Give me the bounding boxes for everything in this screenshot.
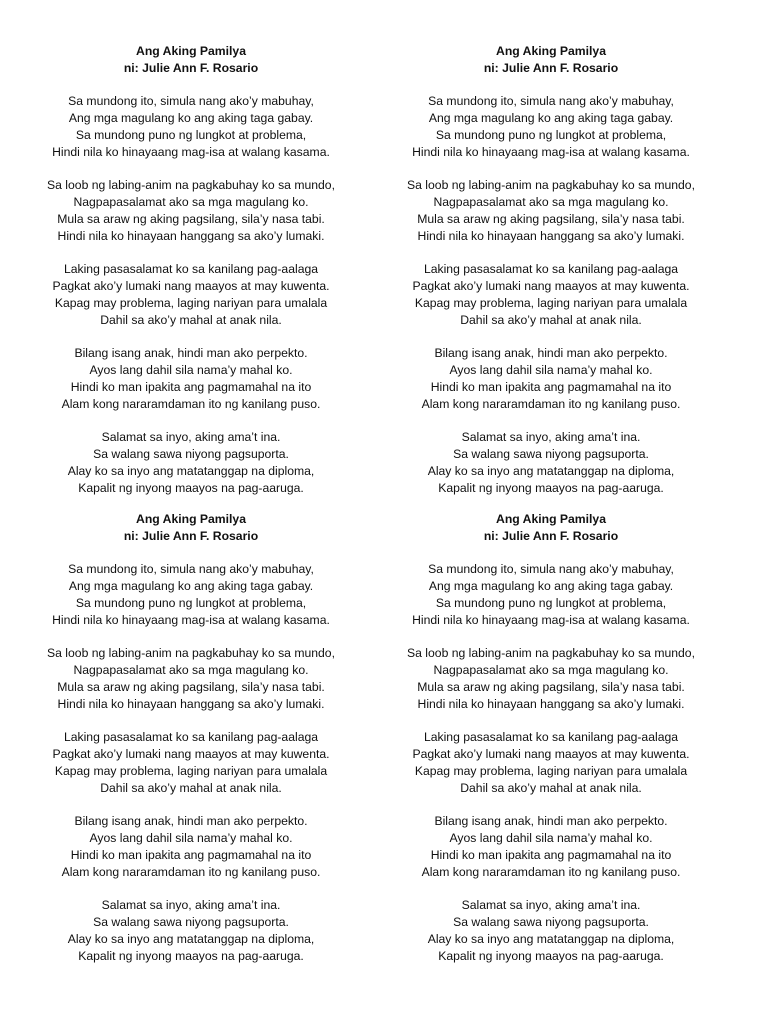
poem-line: Sa loob ng labing-anim na pagkabuhay ko sa mundo, [407, 178, 695, 193]
poem-author: ni: Julie Ann F. Rosario [123, 60, 259, 75]
poem-line: Ang mga magulang ko ang aking taga gabay. [428, 111, 674, 126]
poem-line: Dahil sa ako’y mahal at anak nila. [460, 780, 642, 795]
poem-line: Mula sa araw ng aking pagsilang, sila’y nasa tabi. [57, 679, 325, 694]
poem-line: Hindi nila ko hinayaan hanggang sa ako’y lumaki. [57, 228, 325, 243]
poem-line: Mula sa araw ng aking pagsilang, sila’y nasa tabi. [57, 211, 325, 226]
stanza-2 [378, 177, 724, 244]
poem-author: ni: Julie Ann F. Rosario [123, 528, 259, 543]
poem-line: Pagkat ako’y lumaki nang maayos at may kuwenta. [52, 747, 330, 762]
poem-line: Laking pasasalamat ko sa kanilang pag-aalaga [423, 262, 679, 277]
poem-line: Kapag may problema, laging nariyan para umalala [54, 763, 328, 778]
stanza-5 [18, 429, 364, 496]
poem-line: Salamat sa inyo, aking ama’t ina. [461, 430, 641, 445]
poem-line: Sa mundong puno ng lungkot at problema, [75, 127, 307, 142]
poem-line: Hindi ko man ipakita ang pagmamahal na ito [430, 847, 672, 862]
poem-line: Laking pasasalamat ko sa kanilang pag-aalaga [63, 730, 319, 745]
poem-line: Laking pasasalamat ko sa kanilang pag-aalaga [423, 730, 679, 745]
stanza-3 [378, 261, 724, 328]
poem-line: Sa mundong puno ng lungkot at problema, [435, 127, 667, 142]
poem-line: Pagkat ako’y lumaki nang maayos at may kuwenta. [412, 747, 690, 762]
poem-title: Ang Aking Pamilya [136, 44, 246, 58]
poem-line: Ang mga magulang ko ang aking taga gabay. [68, 111, 314, 126]
poem-copy-top-right [378, 43, 724, 497]
poem-line: Sa walang sawa niyong pagsuporta. [453, 447, 649, 462]
poem-line: Nagpapasalamat ako sa mga magulang ko. [433, 663, 669, 678]
poem-line: Kapalit ng inyong maayos na pag-aaruga. [78, 948, 304, 963]
poem-line: Ayos lang dahil sila nama’y mahal ko. [89, 831, 293, 846]
poem-line: Sa mundong ito, simula nang ako’y mabuhay, [68, 94, 314, 109]
poem-line: Alam kong nararamdaman ito ng kanilang puso. [61, 396, 321, 411]
poem-copy-bottom-right [378, 511, 724, 965]
poem-title: Ang Aking Pamilya [496, 44, 606, 58]
stanza-5 [18, 897, 364, 964]
stanza-5 [378, 897, 724, 964]
poem-line: Kapalit ng inyong maayos na pag-aaruga. [78, 480, 304, 495]
poem-line: Hindi ko man ipakita ang pagmamahal na ito [430, 379, 672, 394]
stanza-2 [18, 645, 364, 712]
poem-title: Ang Aking Pamilya [496, 512, 606, 526]
poem-line: Ayos lang dahil sila nama’y mahal ko. [449, 363, 653, 378]
poem-line: Alay ko sa inyo ang matatanggap na diploma, [427, 931, 675, 946]
poem-title: Ang Aking Pamilya [136, 512, 246, 526]
stanza-5 [378, 429, 724, 496]
poem-line: Nagpapasalamat ako sa mga magulang ko. [433, 195, 669, 210]
poem-line: Nagpapasalamat ako sa mga magulang ko. [73, 195, 309, 210]
poem-line: Sa loob ng labing-anim na pagkabuhay ko sa mundo, [407, 646, 695, 661]
poem-line: Kapag may problema, laging nariyan para umalala [54, 295, 328, 310]
stanza-3 [18, 261, 364, 328]
poem-line: Sa mundong puno ng lungkot at problema, [75, 595, 307, 610]
poem-line: Bilang isang anak, hindi man ako perpekto. [74, 814, 308, 829]
poem-line: Sa loob ng labing-anim na pagkabuhay ko sa mundo, [47, 646, 335, 661]
poem-line: Dahil sa ako’y mahal at anak nila. [100, 312, 282, 327]
stanza-3 [378, 729, 724, 796]
stanza-2 [378, 645, 724, 712]
poem-line: Sa walang sawa niyong pagsuporta. [93, 915, 289, 930]
poem-line: Laking pasasalamat ko sa kanilang pag-aalaga [63, 262, 319, 277]
poem-line: Ayos lang dahil sila nama’y mahal ko. [449, 831, 653, 846]
poem-line: Mula sa araw ng aking pagsilang, sila’y nasa tabi. [417, 211, 685, 226]
poem-line: Sa mundong ito, simula nang ako’y mabuhay, [68, 562, 314, 577]
poem-line: Kapalit ng inyong maayos na pag-aaruga. [438, 948, 664, 963]
poem-line: Bilang isang anak, hindi man ako perpekto. [434, 814, 668, 829]
poem-line: Pagkat ako’y lumaki nang maayos at may kuwenta. [52, 279, 330, 294]
poem-line: Salamat sa inyo, aking ama’t ina. [101, 430, 281, 445]
poem-line: Hindi nila ko hinayaang mag-isa at walang kasama. [52, 144, 330, 159]
poem-author: ni: Julie Ann F. Rosario [483, 528, 619, 543]
stanza-4 [18, 345, 364, 412]
poem-line: Hindi nila ko hinayaang mag-isa at walang kasama. [412, 144, 690, 159]
poem-line: Dahil sa ako’y mahal at anak nila. [100, 780, 282, 795]
poem-line: Salamat sa inyo, aking ama’t ina. [101, 898, 281, 913]
poem-line: Alay ko sa inyo ang matatanggap na diploma, [67, 931, 315, 946]
stanza-4 [378, 345, 724, 412]
poem-line: Nagpapasalamat ako sa mga magulang ko. [73, 663, 309, 678]
poem-line: Alay ko sa inyo ang matatanggap na diploma, [67, 463, 315, 478]
poem-line: Kapalit ng inyong maayos na pag-aaruga. [438, 480, 664, 495]
poem-line: Ang mga magulang ko ang aking taga gabay. [68, 579, 314, 594]
poem-line: Bilang isang anak, hindi man ako perpekto. [434, 346, 668, 361]
stanza-1 [18, 93, 364, 160]
poem-line: Ang mga magulang ko ang aking taga gabay. [428, 579, 674, 594]
poem-copy-top-left [18, 43, 364, 497]
poem-line: Alay ko sa inyo ang matatanggap na diploma, [427, 463, 675, 478]
poem-line: Alam kong nararamdaman ito ng kanilang puso. [61, 864, 321, 879]
poem-line: Sa loob ng labing-anim na pagkabuhay ko sa mundo, [47, 178, 335, 193]
poem-line: Dahil sa ako’y mahal at anak nila. [460, 312, 642, 327]
poem-line: Ayos lang dahil sila nama’y mahal ko. [89, 363, 293, 378]
poem-line: Hindi nila ko hinayaang mag-isa at walang kasama. [412, 612, 690, 627]
poem-line: Sa walang sawa niyong pagsuporta. [93, 447, 289, 462]
poem-line: Alam kong nararamdaman ito ng kanilang puso. [421, 864, 681, 879]
stanza-3 [18, 729, 364, 796]
stanza-1 [378, 93, 724, 160]
poem-line: Kapag may problema, laging nariyan para umalala [414, 295, 688, 310]
poem-line: Bilang isang anak, hindi man ako perpekto. [74, 346, 308, 361]
stanza-4 [18, 813, 364, 880]
poem-line: Sa mundong ito, simula nang ako’y mabuhay, [428, 94, 674, 109]
stanza-2 [18, 177, 364, 244]
stanza-1 [378, 561, 724, 628]
poem-author: ni: Julie Ann F. Rosario [483, 60, 619, 75]
poem-line: Sa mundong ito, simula nang ako’y mabuhay, [428, 562, 674, 577]
poem-line: Hindi ko man ipakita ang pagmamahal na ito [70, 379, 312, 394]
poem-line: Mula sa araw ng aking pagsilang, sila’y nasa tabi. [417, 679, 685, 694]
stanza-4 [378, 813, 724, 880]
poem-line: Hindi nila ko hinayaang mag-isa at walang kasama. [52, 612, 330, 627]
poem-line: Hindi nila ko hinayaan hanggang sa ako’y lumaki. [417, 696, 685, 711]
poem-line: Kapag may problema, laging nariyan para umalala [414, 763, 688, 778]
poem-copy-bottom-left [18, 511, 364, 965]
poem-line: Salamat sa inyo, aking ama’t ina. [461, 898, 641, 913]
poem-line: Alam kong nararamdaman ito ng kanilang puso. [421, 396, 681, 411]
poem-line: Hindi nila ko hinayaan hanggang sa ako’y lumaki. [417, 228, 685, 243]
poem-line: Hindi ko man ipakita ang pagmamahal na ito [70, 847, 312, 862]
stanza-1 [18, 561, 364, 628]
poem-line: Hindi nila ko hinayaan hanggang sa ako’y lumaki. [57, 696, 325, 711]
poem-line: Pagkat ako’y lumaki nang maayos at may kuwenta. [412, 279, 690, 294]
poem-line: Sa walang sawa niyong pagsuporta. [453, 915, 649, 930]
poem-line: Sa mundong puno ng lungkot at problema, [435, 595, 667, 610]
